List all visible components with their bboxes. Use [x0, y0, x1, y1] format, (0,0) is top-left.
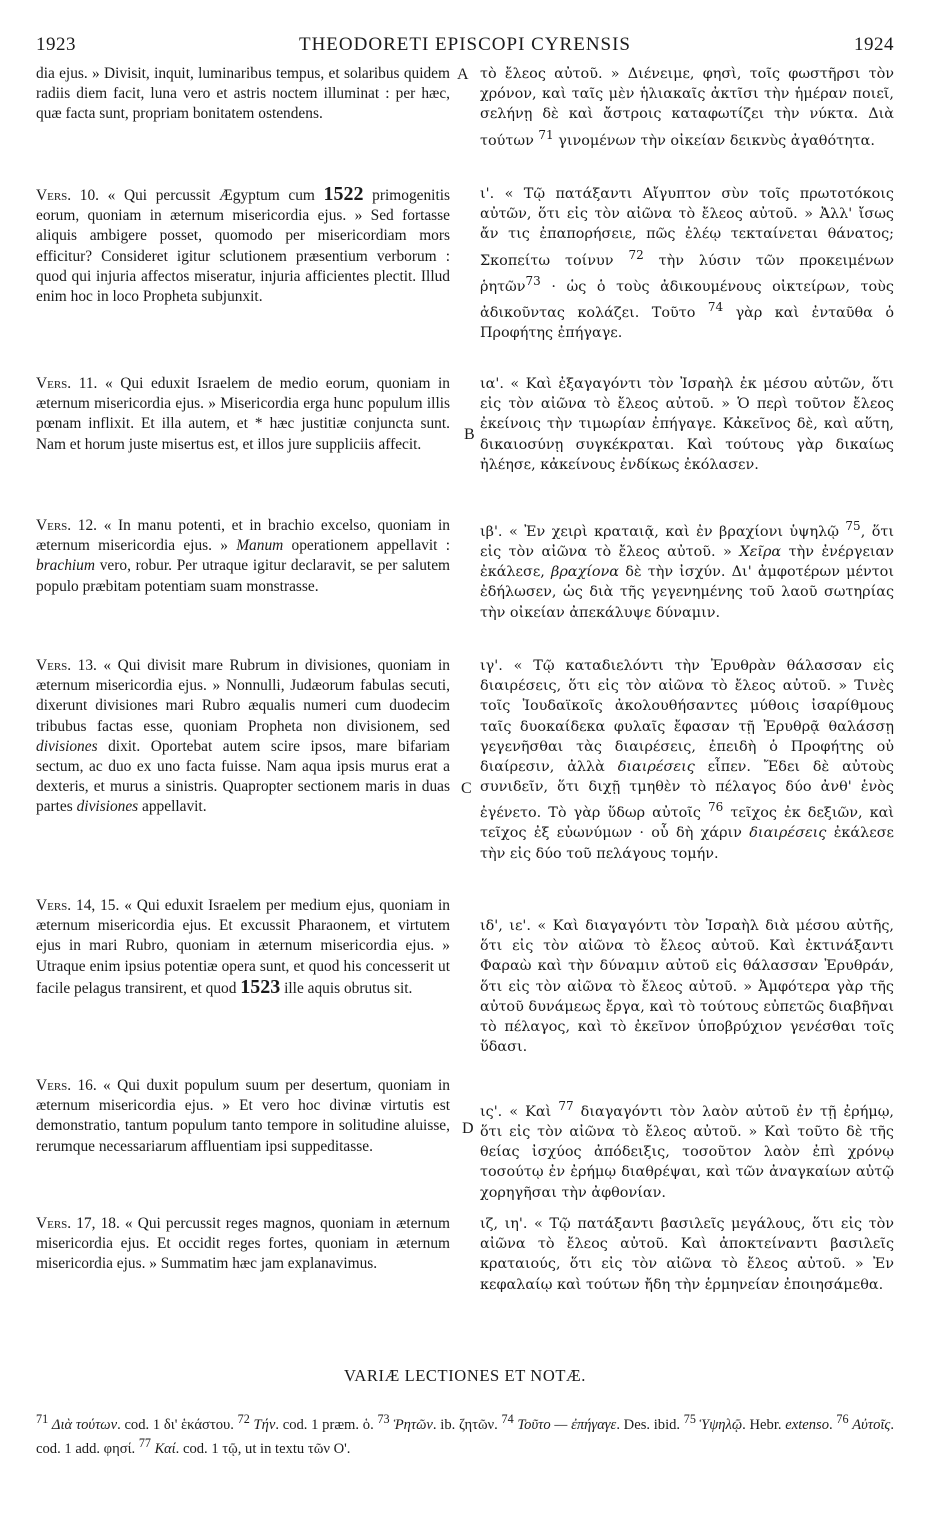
margin-letter-d: D — [462, 1120, 474, 1137]
verse-text: γινομένων τὴν οἰκείαν δεικνὺς ἀγαθότητα. — [553, 132, 875, 149]
verse-label: ιδ', ιε'. — [480, 918, 531, 934]
verse-text: ἐκάλεσε τὴν εἰς δύο τοῦ πελάγους τομήν. — [480, 825, 894, 862]
verse-label: ια'. — [480, 376, 504, 392]
left-page-number: 1923 — [36, 34, 76, 55]
verse-text: δὲ τὴν ἰσχύν. Δι' ἀμφοτέρων μέντοι ἐδήλωσεν, ὡς διὰ τῆς γεγενημένης τοῦ λαοῦ σωτηρίας τὴν οἰκείαν ἀπεκάλυψε δύναμιν. — [480, 564, 894, 621]
verse-text: vero, robur. Per utraque igitur declaravit, se per salutem populo præbitam potentiam suam monstrasse. — [36, 557, 450, 595]
notes-heading: VARIÆ LECTIONES ET NOTÆ. — [343, 1366, 587, 1385]
note-lemma: Τοῦτο — ἐπήγαγε — [517, 1416, 617, 1433]
italic-word: divisiones — [76, 798, 139, 816]
greek-intro-paragraph — [480, 64, 894, 151]
note-ref: 73 — [525, 273, 541, 288]
note-text: . ib. ζητῶν. — [432, 1416, 502, 1433]
margin-letter-c: C — [461, 780, 472, 797]
note-number: 72 — [237, 1412, 250, 1426]
greek-verse-12 — [480, 516, 894, 623]
note-number: 71 — [36, 1412, 49, 1426]
italic-word: Manum — [236, 537, 284, 555]
latin-intro-paragraph — [36, 64, 450, 125]
latin-verse-16 — [36, 1076, 450, 1157]
margin-letter-a: A — [457, 66, 469, 83]
verse-text: τὴν λύσιν τῶν προκειμένων ῥητῶν — [480, 252, 894, 295]
latin-verse-12 — [36, 516, 450, 597]
verse-text: « Τῷ πατάξαντι βασιλεῖς μεγάλους, ὅτι εἰς τὸν αἰῶνα τὸ ἔλεος αὐτοῦ. Καὶ ἀποκτείναντι βασιλεῖς κραταιούς, ὅτι εἰς τὸν αἰῶνα τὸ ἔλεος αὐτοῦ. » Ἐν κεφαλαίῳ καὶ τούτων ἤδη τὴν ἑρμηνείαν ἐποιησάμεθα. — [480, 1216, 894, 1293]
italic-word: Χεῖρα — [739, 544, 782, 560]
verse-text: « Qui percussit reges magnos, quoniam in æternum misericordia ejus. Et occidit reges fortes, quoniam in æternum misericordia ejus. » Summatim hæc jam explanavimus. — [36, 1215, 450, 1273]
verse-label: ις'. — [480, 1103, 503, 1120]
note-ref: 74 — [707, 299, 724, 314]
verse-text: « Qui percussit Ægyptum cum — [99, 187, 324, 204]
verse-text: τὸ ἔλεος αὐτοῦ. » Διένειμε, φησὶ, τοῖς φωστῆρσι τὸν χρόνον, καὶ ταῖς μὲν ἡλιακαῖς ἀκτῖσι τὴν ἡμέραν ποιεῖ, σελήνῃ δὲ καὶ ἄστροις καταφωτίζει τὴν νύκτα. Διὰ τούτων — [480, 66, 894, 149]
verse-text: « Qui eduxit Israelem per medium ejus, quoniam in æternum misericordia ejus. Et excussit Pharaonem, et virtutem ejus in mari Rubro, quoniam in æternum misericordia ejus. » Utraque enim ipsius potentiæ opera sunt, et quod his concesserit ut facile pelagus transirent, et quod — [36, 897, 450, 997]
note-number: 73 — [377, 1412, 390, 1426]
verse-text: « Καὶ διαγαγόντι τὸν Ἰσραὴλ διὰ μέσου αὐτῆς, ὅτι εἰς τὸν αἰῶνα τὸ ἔλεος αὐτοῦ. Καὶ ἐκτινάξαντι Φαραὼ καὶ τὴν δύναμιν αὐτοῦ εἰς θάλασσαν Ἐρυθράν, ὅτι εἰς τὸν αἰῶνα τὸ ἔλεος αὐτοῦ. » Ἀμφότερα γὰρ τῆς αὐτοῦ δυνάμεως ἔργα, καὶ τὸ τούτους εὐπετῶς διαβῆναι τὸ πέλαγος, καὶ τὸ ἐκεῖνον ὑποβρύχιον γενέσθαι τοῖς ὕδασι. — [480, 918, 894, 1056]
verse-text: « Τῷ καταδιελόντι τὴν Ἐρυθρὰν θάλασσαν εἰς διαιρέσεις, ὅτι εἰς τὸν αἰῶνα τὸ ἔλεος αὐτοῦ. » Τινὲς τοῖς Ἰουδαϊκοῖς ἀκολουθήσαντες μύθοις ἰσαρίθμους ταῖς δυοκαίδεκα φυλαῖς ἔφασαν τῇ Ἐρυθρᾷ θαλάσσῃ γεγενῆσθαι τὰς διαιρέσεις, ἐπειδὴ ὁ Προφήτης οὐ διαίρεσιν, ἀλλὰ — [480, 658, 894, 776]
italic-word: divisiones — [36, 737, 98, 755]
verse-label: Vers. 13. — [36, 657, 97, 674]
verse-label: ιζ, ιη'. — [480, 1216, 528, 1232]
note-lemma: extenso — [785, 1416, 830, 1433]
greek-verse-17-18 — [480, 1214, 894, 1295]
verse-text: τὴν ἐνέργειαν ἐκάλεσε, — [480, 544, 895, 581]
note-ref: 75 — [845, 519, 861, 533]
note-text: . cod. 1 add. φησί. — [36, 1416, 895, 1457]
verse-label: Vers. 12. — [36, 517, 98, 534]
note-text: . cod. 1 præm. ὁ. — [275, 1416, 378, 1433]
note-number: 75 — [683, 1412, 696, 1426]
verse-label: ιγ'. — [480, 658, 503, 674]
footnotes — [36, 1410, 894, 1458]
verse-text: γὰρ καὶ ἐνταῦθα ὁ Προφήτης ἐπήγαγε. — [480, 304, 894, 341]
verse-label: Vers. 14, 15. — [36, 897, 120, 914]
greek-verse-16 — [480, 1096, 894, 1203]
italic-word: διαιρέσεις — [749, 825, 827, 842]
note-text: . cod. 1 τῷ, ut in textu τῶν Ο'. — [175, 1440, 351, 1457]
verse-label: ι'. — [480, 186, 495, 202]
verse-text: « In manu potenti, et in brachio excelso, quoniam in æternum misericordia ejus. » — [36, 517, 450, 555]
latin-intro-text: dia ejus. » Divisit, inquit, luminaribus tempus, et solaribus quidem radiis diem facit, luna vero et astris noctem illuminat : per hæc, quæ facta sunt, propriam bonitatem ostendens. — [36, 65, 450, 123]
verse-text: primogenitis eorum, quoniam in æternum misericordia ejus. » Sed fortasse aliquis ambigere posset, quomodo per misericordiam mors efficitur? Consideret igitur sclutionem præsentium verborum : quod qui injuria affectos miseratur, injuria afficientes plectit. Illud enim hoc in loco Propheta subjunxit. — [36, 187, 450, 306]
italic-word: διαιρέσεις — [617, 759, 695, 776]
verse-text: « Ἐν χειρὶ κραταιᾷ, καὶ ἐν βραχίονι ὑψηλῷ — [502, 523, 846, 540]
verse-label: Vers. 11. — [36, 375, 98, 392]
verse-text: « Καὶ — [502, 1103, 559, 1120]
note-number: 76 — [836, 1412, 849, 1426]
note-lemma: Καί — [154, 1440, 176, 1457]
note-ref: 77 — [558, 1099, 574, 1113]
italic-word: brachium — [36, 557, 95, 575]
note-number: 77 — [138, 1435, 151, 1450]
italic-word: βραχίονα — [551, 564, 620, 581]
greek-verse-13 — [480, 656, 894, 864]
verse-text: εἶπεν. Ἔδει δὲ αὐτοὺς συνιδεῖν, ὅτι διχῇ τμηθὲν τὸ πέλαγος δύο ἀνθ' ἑνὸς ἐγένετο. Τὸ γὰρ ὕδωρ αὐτοῖς — [480, 759, 894, 822]
verse-label: Vers. 16. — [36, 1077, 97, 1094]
verse-text: « Καὶ ἐξαγαγόντι τὸν Ἰσραὴλ ἐκ μέσου αὐτῶν, ὅτι εἰς τὸν αἰῶνα τὸ ἔλεος αὐτοῦ. » Ὁ περὶ τοῦτον ἔλεος ἐκείνοις τὴν τιμωρίαν ἐπήγαγε. Κἀκεῖνος δὲ, καὶ αὕτη, δικαιοσύνῃ συγκέκραται. Καὶ τούτους γὰρ δικαίως ἠλέησε, κἀκείνους ἐνδίκως ἐκόλασεν. — [480, 376, 894, 473]
verse-text: operationem appellavit : — [283, 537, 450, 555]
note-lemma: Τήν — [253, 1416, 276, 1433]
verse-text: , ὅτι εἰς τὸν αἰῶνα τὸ ἔλεος αὐτοῦ. » — [480, 523, 894, 560]
verse-label: ιβ'. — [480, 523, 503, 540]
latin-verse-14-15 — [36, 896, 450, 999]
verse-text: « Qui eduxit Israelem de medio eorum, quoniam in æternum misericordia ejus. » Misericordia erga hunc populum illis pœnam inflixit. Et illa autem, et * hæc justitiæ conjuncta sunt. Nam et horum juste misertus est, et illos jure suppliciis affecit. — [36, 375, 450, 453]
greek-verse-11 — [480, 374, 894, 475]
verse-text: appellavit. — [138, 798, 207, 816]
verse-text: · ὡς ὁ τοὺς ἀδικουμένους οἰκτείρων, τοὺς ἀδικοῦντας κολάζει. Τοῦτο — [480, 278, 894, 321]
greek-verse-14-15 — [480, 916, 894, 1057]
latin-verse-17-18 — [36, 1214, 450, 1275]
note-lemma: Αὐτοῖς — [852, 1416, 891, 1433]
note-ref: 72 — [628, 247, 644, 262]
note-number: 74 — [501, 1412, 514, 1426]
verse-text: διαγαγόντι τὸν λαὸν αὐτοῦ ἐν τῇ ἐρήμῳ, ὅτι εἰς τὸν αἰῶνα τὸ ἔλεος αὐτοῦ. » Καὶ τοῦτο δὲ τῆς θείας ἰσχύος ἀπόδειξις, τοσοῦτον λαὸν ἐπὶ χρόνῳ τοσούτῳ ἐν ἐρήμῳ διαθρέψαι, καὶ τῶν ἀναγκαίων αὐτῷ χορηγῆσαι τὴν ἀφθονίαν. — [480, 1103, 894, 1201]
verse-text: « Qui duxit populum suum per desertum, quoniam in æternum misericordia ejus. » Et vero hoc divinæ virtutis est demonstratio, tantum populum tanto tempore in solitudine aluisse, rerumque necessariarum affluentiam ipsi suppeditasse. — [36, 1077, 450, 1155]
note-lemma: Διὰ τούτων — [51, 1416, 118, 1433]
margin-letter-b: B — [464, 426, 475, 443]
note-ref: 71 — [538, 127, 554, 142]
verse-text: dixit. Oportebat autem scire ipsos, mare bifariam sectum, ac duo ex uno facta fuisse. Nam aqua ipsis murus erat a dexteris, et murus a sinistris. Quapropter sectionem maris in duas partes — [36, 737, 450, 816]
latin-verse-13 — [36, 656, 450, 818]
note-text: . cod. 1 δι' ἑκάστου. — [117, 1416, 238, 1433]
running-title: THEODORETI EPISCOPI CYRENSIS — [298, 34, 632, 55]
verse-text: ille aquis obrutus sit. — [280, 979, 413, 997]
latin-verse-10 — [36, 184, 450, 307]
note-ref: 76 — [708, 800, 724, 815]
page-header — [36, 34, 894, 58]
right-page-number: 1924 — [854, 34, 894, 55]
note-text: . Des. ibid. — [616, 1416, 684, 1433]
verse-text: τεῖχος ἐκ δεξιῶν, καὶ τεῖχος ἐξ εὐωνύμων · οὗ δὴ χάριν — [480, 805, 894, 842]
verse-text: « Qui divisit mare Rubrum in divisiones, quoniam in æternum misericordia ejus. » Nonnulli, Judæorum fabulas secuti, dixerunt divisiones mari Rubro æqualis numeri cum duodecim tribubus factas esse, quoniam Propheta non divisionem, sed — [36, 657, 450, 735]
note-lemma: Ῥητῶν — [393, 1416, 433, 1433]
column-number: 1523 — [240, 975, 281, 998]
verse-label: Vers. 10. — [36, 187, 100, 204]
greek-verse-10 — [480, 184, 894, 343]
column-number: 1522 — [323, 183, 364, 205]
verse-label: Vers. 17, 18. — [36, 1215, 120, 1232]
verse-text: « Τῷ πατάξαντι Αἴγυπτον σὺν τοῖς πρωτοτόκοις αὐτῶν, ὅτι εἰς τὸν αἰῶνα τὸ ἔλεος αὐτοῦ. » Ἀλλ' ἴσως ἄν τις ἐπαπορήσειε, πῶς ἐλέῳ τεκταίνεται θάνατος; Σκοπείτω τοίνυν — [480, 186, 894, 269]
note-text: . Hebr. — [742, 1416, 786, 1433]
note-text: . — [829, 1416, 837, 1433]
note-lemma: Ὑψηλῷ — [699, 1416, 743, 1433]
latin-verse-11 — [36, 374, 450, 455]
